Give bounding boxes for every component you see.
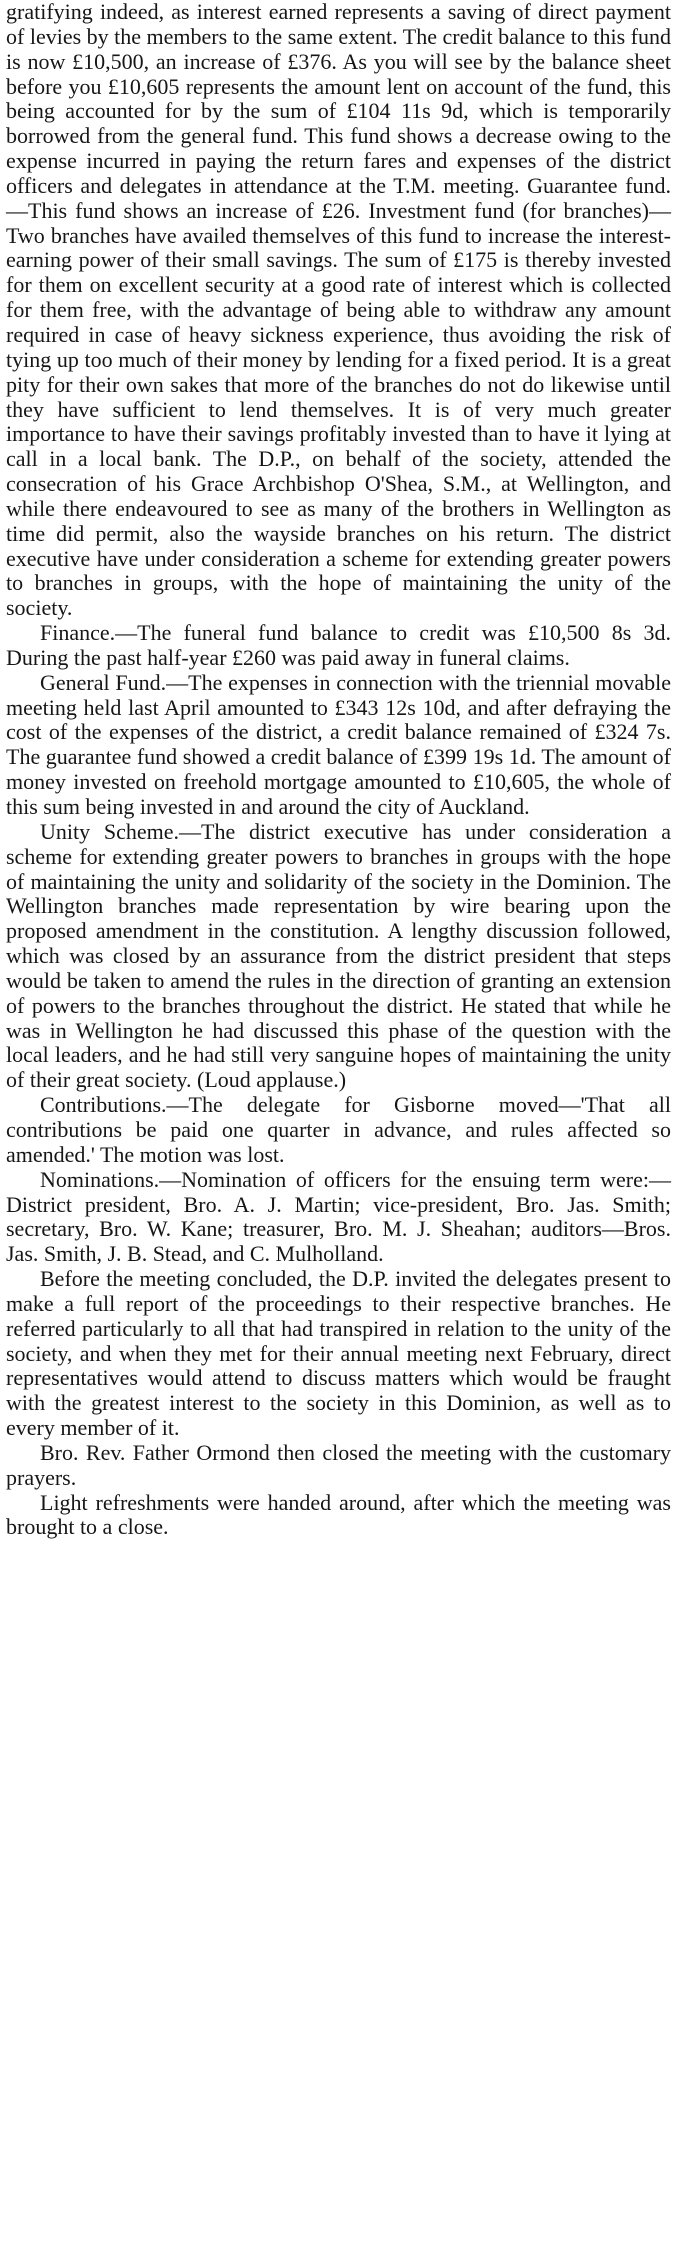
paragraph-contributions: Contributions.—The delegate for Gisborne moved—'That all contributions be paid one quarter in advance, and rules affected so amended.' The motion was lost.	[6, 1092, 671, 1167]
paragraph-fund-report: gratifying indeed, as interest earned represents a saving of direct payment of levies by the members to the same extent. The credit balance to this fund is now £10,500, an increase of £376. As you will see by the balance sheet before you £10,605 represents the amount lent on account of the fund, this being accounted for by the sum of £104 11s 9d, which is temporarily borrowed from the general fund. This fund shows a decrease owing to the expense incurred in paying the return fares and expenses of the district officers and delegates in attendance at the T.M. meeting. Guarantee fund.—This fund shows an increase of £26. Investment fund (for branches)—Two branches have availed themselves of this fund to increase the interest-earning power of their small savings. The sum of £175 is thereby invested for them on excellent security at a good rate of interest which is collected for them free, with the advantage of being able to withdraw any amount required in case of heavy sickness experience, thus avoiding the risk of tying up too much of their money by lending for a fixed period. It is a great pity for their own sakes that more of the branches do not do likewise until they have sufficient to lend themselves. It is of very much greater importance to have their savings profitably invested than to have it lying at call in a local bank. The D.P., on behalf of the society, attended the consecration of his Grace Archbishop O'Shea, S.M., at Wellington, and while there endeavoured to see as many of the brothers in Wellington as time did permit, also the wayside branches on his return. The district executive have under consideration a scheme for extending greater powers to branches in groups, with the hope of maintaining the unity of the society.	[6, 0, 671, 621]
paragraph-nominations: Nominations.—Nomination of officers for the ensuing term were:—District president, Bro. A. J. Martin; vice-president, Bro. Jas. Smith; secretary, Bro. W. Kane; treasurer, Bro. M. J. Sheahan; auditors—Bros. Jas. Smith, J. B. Stead, and C. Mulholland.	[6, 1166, 671, 1267]
paragraph-general-fund: General Fund.—The expenses in connection with the triennial movable meeting held last April amounted to £343 12s 10d, and after defraying the cost of the expenses of the district, a credit balance remained of £324 7s. The guarantee fund showed a credit balance of £399 19s 1d. The amount of money invested on freehold mortgage amounted to £10,605, the whole of this sum being invested in and around the city of Auckland.	[6, 669, 671, 819]
paragraph-unity-scheme: Unity Scheme.—The district executive has under consideration a scheme for extending greater powers to branches in groups with the hope of maintaining the unity and solidarity of the society in the Dominion. The Wellington branches made representation by wire bearing upon the proposed amendment in the constitution. A lengthy discussion followed, which was closed by an assurance from the district president that steps would be taken to amend the rules in the direction of granting an extension of powers to the branches throughout the district. He stated that while he was in Wellington he had discussed this phase of the question with the local leaders, and he had still very sanguine hopes of maintaining the unity of their great society. (Loud applause.)	[6, 818, 671, 1093]
paragraph-closing-prayers: Bro. Rev. Father Ormond then closed the meeting with the customary prayers.	[6, 1439, 671, 1490]
paragraph-refreshments: Light refreshments were handed around, after which the meeting was brought to a close.	[6, 1489, 671, 1540]
paragraph-finance: Finance.—The funeral fund balance to credit was £10,500 8s 3d. During the past half-year £260 was paid away in funeral claims.	[6, 620, 671, 670]
paragraph-meeting-conclusion: Before the meeting concluded, the D.P. invited the delegates present to make a full report of the proceedings to their respective branches. He referred particularly to all that had transpired in relation to the unity of the society, and when they met for their annual meeting next February, direct representatives would attend to discuss matters which would be fraught with the greatest interest to the society in this Dominion, as well as to every member of it.	[6, 1266, 671, 1441]
